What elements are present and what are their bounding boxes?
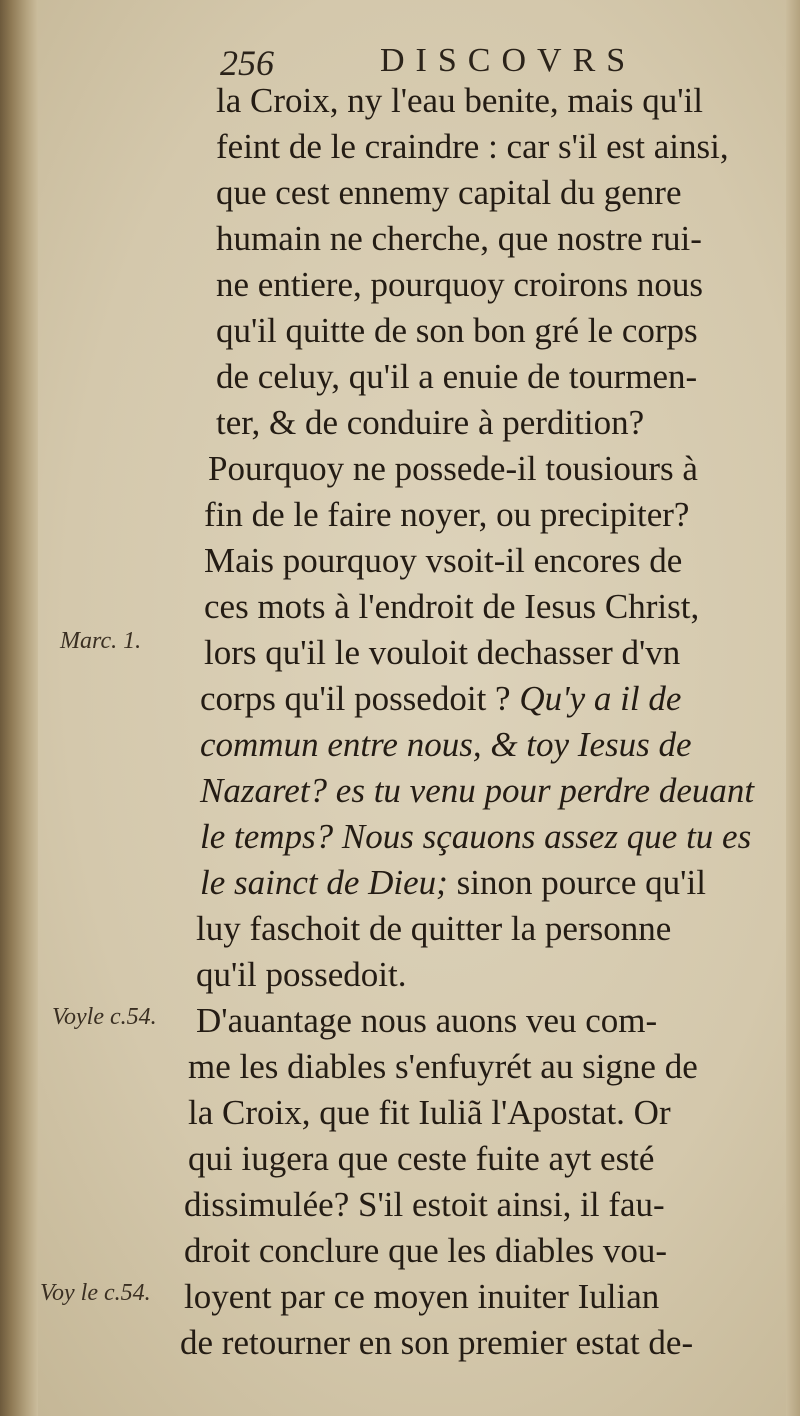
page-gutter [0,0,38,1416]
text-line: corps qu'il possedoit ? Qu'y a il de [200,679,682,718]
text-line: me les diables s'enfuyrét au signe de [188,1047,698,1086]
text-line: la Croix, que fit Iuliã l'Apostat. Or [188,1093,671,1132]
text-line: droit conclure que les diables vou- [184,1231,668,1270]
margin-note-voyle-2: Voy le c.54. [40,1280,151,1306]
text-line: loyent par ce moyen inuiter Iulian [184,1277,660,1316]
margin-note-voyle-1: Voyle c.54. [52,1004,157,1030]
running-title: DISCOVRS [380,42,637,79]
text-line: ter, & de conduire à perdition? [216,403,645,442]
text-line: ces mots à l'endroit de Iesus Christ, [204,587,700,626]
text-line: de celuy, qu'il a enuie de tourmen- [216,357,698,396]
text-line: luy faschoit de quitter la personne [196,909,672,948]
text-line: feint de le craindre : car s'il est ainsi, [216,127,729,166]
text-line: D'auantage nous auons veu com- [196,1001,658,1040]
text-line: humain ne cherche, que nostre rui- [216,219,702,258]
page-edge [786,0,800,1416]
text-line: le temps? Nous sçauons assez que tu es [200,817,752,856]
text-line: qu'il possedoit. [196,955,407,994]
text-line: que cest ennemy capital du genre [216,173,682,212]
text-line: Mais pourquoy vsoit-il encores de [204,541,683,580]
text-line: Nazaret? es tu venu pour perdre deuant [200,771,755,810]
text-line: commun entre nous, & toy Iesus de [200,725,692,764]
text-line: le sainct de Dieu; sinon pource qu'il [200,863,706,902]
page-number: 256 [220,43,274,83]
text-line: de retourner en son premier estat de- [180,1323,694,1362]
text-line: qui iugera que ceste fuite ayt esté [188,1139,655,1178]
text-line: fin de le faire noyer, ou precipiter? [204,495,690,534]
margin-note-marc: Marc. 1. [60,628,142,654]
text-line: ne entiere, pourquoy croirons nous [216,265,703,304]
text-line: dissimulée? S'il estoit ainsi, il fau- [184,1185,665,1224]
text-line: la Croix, ny l'eau benite, mais qu'il [216,81,703,120]
text-line: lors qu'il le vouloit dechasser d'vn [204,633,681,672]
text-line: qu'il quitte de son bon gré le corps [216,311,698,350]
text-line: Pourquoy ne possede-il tousiours à [208,449,698,488]
